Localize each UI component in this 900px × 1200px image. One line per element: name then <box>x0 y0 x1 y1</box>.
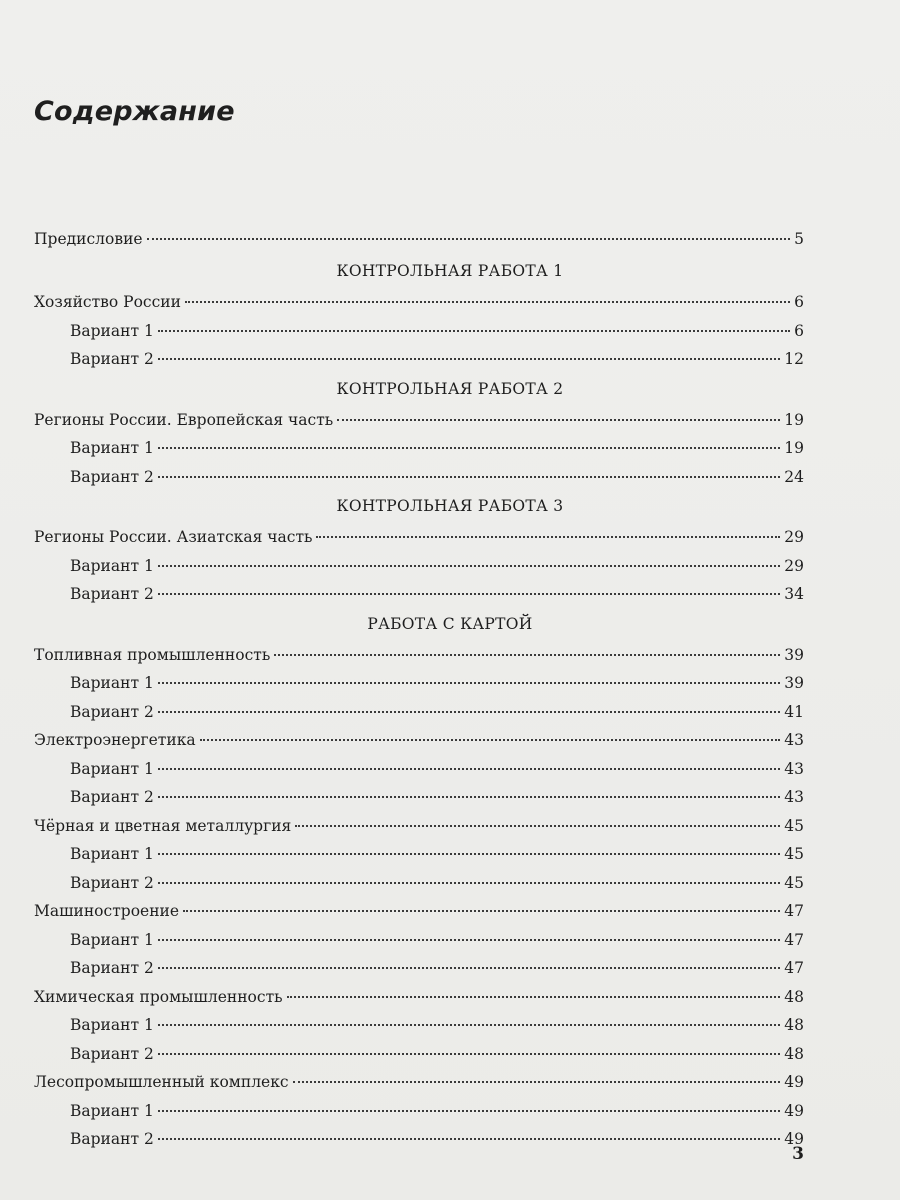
toc-entry-page: 29 <box>784 556 804 575</box>
toc-entry-page: 43 <box>784 731 804 749</box>
dot-leader <box>274 654 780 656</box>
toc-entry-page: 45 <box>784 816 804 835</box>
toc-entry-label: Машиностроение <box>34 902 180 920</box>
toc-entry-page: 49 <box>784 1130 804 1148</box>
dot-leader <box>295 825 780 827</box>
toc-entry-page: 47 <box>784 902 804 920</box>
toc-subentry <box>70 759 804 779</box>
toc-entry-label: Вариант 2 <box>70 1130 154 1148</box>
toc-subentry <box>70 438 804 458</box>
dot-leader <box>158 1110 780 1112</box>
toc-entry-label: Вариант 1 <box>70 845 154 863</box>
toc-subentry <box>70 702 804 722</box>
dot-leader <box>158 476 780 478</box>
toc-entry-label: Вариант 2 <box>70 873 154 892</box>
toc-entry-label: Вариант 2 <box>70 1044 154 1063</box>
dot-leader <box>158 358 780 360</box>
toc-entry-page: 49 <box>784 1101 804 1120</box>
toc-entry <box>34 645 804 665</box>
toc-entry-page: 34 <box>784 585 804 603</box>
section-heading: КОНТРОЛЬНАЯ РАБОТА 3 <box>336 497 564 515</box>
dot-leader <box>158 593 780 595</box>
toc-entry-page: 43 <box>784 759 804 778</box>
toc-entry-label: Вариант 1 <box>70 1016 154 1034</box>
toc-entry-page: 41 <box>784 702 804 721</box>
toc-entry <box>34 730 804 750</box>
page-title: Содержание <box>34 96 235 127</box>
toc-entry-label: Регионы России. Азиатская часть <box>34 528 313 546</box>
toc-subentry <box>70 930 804 950</box>
toc-subentry <box>70 873 804 893</box>
toc-entry-label: Вариант 1 <box>70 674 154 692</box>
toc-entry-label: Вариант 1 <box>70 759 154 778</box>
section-heading: РАБОТА С КАРТОЙ <box>367 614 533 633</box>
dot-leader <box>293 1081 781 1083</box>
toc-entry <box>34 292 804 312</box>
toc-subentry <box>70 673 804 693</box>
dot-leader <box>158 768 780 770</box>
toc-entry-page: 47 <box>784 930 804 949</box>
toc-entry-label: Вариант 1 <box>70 1101 154 1120</box>
dot-leader <box>158 711 780 713</box>
toc-entry-label: Вариант 1 <box>70 556 154 575</box>
toc-entry-page: 47 <box>784 959 804 977</box>
dot-leader <box>147 238 790 240</box>
toc-subentry <box>70 787 804 807</box>
toc-entry-label: Предисловие <box>34 230 143 248</box>
toc-entry-page: 24 <box>784 467 804 486</box>
toc-entry-page: 19 <box>784 439 804 457</box>
dot-leader <box>158 796 780 798</box>
toc-entry <box>34 410 804 430</box>
toc-entry-label: Вариант 1 <box>70 439 154 457</box>
toc-subentry <box>70 1101 804 1121</box>
toc-subentry <box>70 349 804 369</box>
toc-entry-label: Вариант 1 <box>70 930 154 949</box>
toc-entry-label: Химическая промышленность <box>34 987 283 1006</box>
toc-entry-label: Хозяйство России <box>34 293 181 311</box>
toc-entry <box>34 1072 804 1092</box>
dot-leader <box>158 939 780 941</box>
dot-leader <box>200 739 781 741</box>
dot-leader <box>287 996 781 998</box>
dot-leader <box>183 910 780 912</box>
toc-entry-label: Лесопромышленный комплекс <box>34 1073 289 1091</box>
toc-entry-page: 49 <box>784 1073 804 1091</box>
toc-subentry <box>70 1129 804 1149</box>
toc-subentry <box>70 467 804 487</box>
toc-entry-label: Вариант 2 <box>70 585 154 603</box>
toc-entry <box>34 816 804 836</box>
dot-leader <box>158 682 780 684</box>
toc-entry-page: 39 <box>784 645 804 664</box>
toc-subentry <box>70 584 804 604</box>
toc-subentry <box>70 556 804 576</box>
toc-entry-label: Вариант 2 <box>70 702 154 721</box>
toc-entry-page: 19 <box>784 410 804 429</box>
dot-leader <box>158 882 780 884</box>
toc-entry-label: Вариант 2 <box>70 350 154 368</box>
toc-subentry <box>70 844 804 864</box>
toc-entry-page: 45 <box>784 873 804 892</box>
toc-entry-page: 12 <box>784 350 804 368</box>
toc-entry <box>34 527 804 547</box>
toc-entry <box>34 901 804 921</box>
toc-entry-page: 48 <box>784 1016 804 1034</box>
toc-entry-page: 39 <box>784 674 804 692</box>
toc-entry-label: Электроэнергетика <box>34 731 196 749</box>
toc-entry-label: Вариант 2 <box>70 788 154 806</box>
page-number: 3 <box>792 1144 804 1164</box>
toc-entry-label: Вариант 2 <box>70 959 154 977</box>
dot-leader <box>158 1024 780 1026</box>
toc-entry-page: 5 <box>794 230 804 248</box>
dot-leader <box>158 853 780 855</box>
toc-entry-page: 29 <box>784 528 804 546</box>
dot-leader <box>158 1138 780 1140</box>
dot-leader <box>316 536 780 538</box>
dot-leader <box>158 1053 780 1055</box>
toc-subentry <box>70 958 804 978</box>
toc-entry <box>34 987 804 1007</box>
toc-subentry <box>70 1044 804 1064</box>
toc-entry-page: 6 <box>794 321 804 340</box>
toc-entry-page: 45 <box>784 845 804 863</box>
dot-leader <box>158 447 780 449</box>
toc-entry-label: Вариант 1 <box>70 321 154 340</box>
section-heading: КОНТРОЛЬНАЯ РАБОТА 2 <box>336 379 564 398</box>
dot-leader <box>185 301 790 303</box>
dot-leader <box>158 967 780 969</box>
toc-subentry <box>70 1015 804 1035</box>
toc-entry-page: 43 <box>784 788 804 806</box>
toc-entry-label: Топливная промышленность <box>34 645 271 664</box>
toc-entry-page: 6 <box>794 293 804 311</box>
toc-subentry <box>70 321 804 341</box>
toc-entry-page: 48 <box>784 987 804 1006</box>
toc-entry-label: Чёрная и цветная металлургия <box>34 816 292 835</box>
toc-entry-label: Вариант 2 <box>70 467 154 486</box>
dot-leader <box>337 419 780 421</box>
toc-entry-label: Регионы России. Европейская часть <box>34 410 334 429</box>
toc-entry-page: 48 <box>784 1044 804 1063</box>
dot-leader <box>158 565 780 567</box>
section-heading: КОНТРОЛЬНАЯ РАБОТА 1 <box>336 262 564 280</box>
dot-leader <box>158 330 790 332</box>
toc-entry <box>34 229 804 249</box>
